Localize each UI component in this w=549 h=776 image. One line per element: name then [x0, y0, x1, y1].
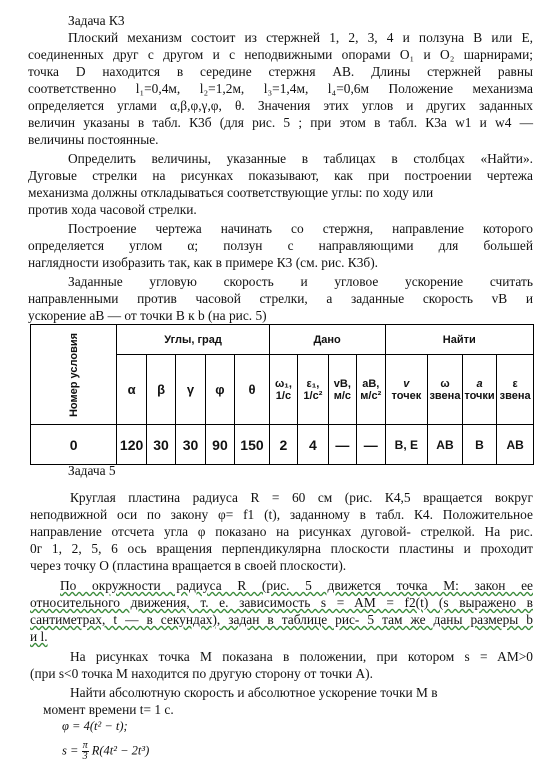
group-find-header: Найти	[385, 325, 533, 355]
col-ab-name: aB,	[362, 377, 380, 390]
col-find-omega-name: ω	[440, 377, 450, 390]
col-eps1	[298, 355, 328, 425]
formula-s-numerator: π	[82, 740, 88, 751]
col-eps1-unit: 1/c²	[303, 389, 323, 402]
cell-gamma: 30	[176, 425, 205, 465]
cell-beta: 30	[146, 425, 175, 465]
z5-p1-line2: неподвижной оси по закону φ= f1 (t), заданному в табл. К4. Положительное	[30, 507, 533, 522]
k3-p2-line3: механизма должны откладываться соответствующие углы: по ходу или	[28, 185, 434, 200]
task-5-title: Задача 5	[68, 463, 116, 478]
k3-p3-line2: определяется углом α; ползун с направляющими для большей	[28, 238, 533, 253]
data-table	[30, 324, 534, 465]
k3-p1-line4: соответственно l₁=0,4м, l₂=1,2м, l₃=1,4м, l₄=0,6м Положение механизма	[28, 81, 533, 96]
col-vb-name: vB,	[333, 377, 351, 390]
cell-num: 0	[31, 425, 117, 465]
col-beta: β	[146, 355, 175, 425]
col-find-omega-unit: звена	[429, 389, 461, 402]
col-find-a	[462, 355, 497, 425]
col-alpha: α	[117, 355, 146, 425]
col-ab-unit: м/с²	[360, 389, 382, 402]
k3-p3-line3: наглядности изобразить так, как в примере К3 (см. рис. К3б).	[28, 255, 379, 270]
col-eps1-name: ε₁,	[306, 377, 320, 390]
k3-p2-line2: Дуговые стрелки на рисунках показывают, как при построении чертежа	[28, 168, 533, 183]
row-header-cell	[31, 325, 117, 425]
task-k3-title: Задача К3	[68, 13, 125, 28]
col-find-a-unit: точки	[464, 389, 495, 402]
k3-p1-line5: определяется углами α,β,φ,γ,φ, θ. Значения этих углов и других заданных	[28, 98, 533, 113]
col-omega1	[269, 355, 297, 425]
col-gamma: γ	[176, 355, 205, 425]
cell-find-v: B, E	[385, 425, 428, 465]
k3-p4-line3: ускорение aB — от точки B к b (на рис. 5)	[28, 308, 267, 323]
cell-alpha: 120	[117, 425, 146, 465]
cell-find-omega: AB	[428, 425, 463, 465]
formula-s-fraction	[82, 741, 89, 762]
row-header-label: Номер условия	[67, 332, 80, 417]
formula-phi: φ = 4(t² − t);	[62, 719, 128, 733]
z5-p1-line5: через точку O (пластина вращается в своей плоскости).	[30, 558, 347, 573]
group-angles-header: Углы, град	[117, 325, 269, 355]
col-phi: φ	[205, 355, 234, 425]
cell-omega1: 2	[269, 425, 297, 465]
col-omega1-name: ω₁,	[275, 377, 292, 390]
z5-p1-line1: Круглая пластина радиуса R = 60 см (рис. К4,5 вращается вокруг	[70, 490, 533, 505]
k3-p1-line2: соединенных друг с другом и с неподвижными опорами O₁ и O₂ шарнирами;	[28, 47, 533, 62]
cell-eps1: 4	[298, 425, 328, 465]
col-find-v-name: v	[403, 377, 410, 390]
col-find-omega	[428, 355, 463, 425]
col-find-v	[385, 355, 428, 425]
col-theta: θ	[235, 355, 270, 425]
col-vb-unit: м/с	[333, 389, 352, 402]
z5-p1-line3: направление отсчета угла φ показано на рисунках дуговой- стрелкой. На рис.	[30, 524, 533, 539]
k3-p1-line1: Плоский механизм состоит из стержней 1, 2, 3, 4 и ползуна B или E,	[68, 30, 533, 45]
col-find-eps-unit: звена	[499, 389, 531, 402]
z5-p4-line2: момент времени t= 1 с.	[43, 702, 174, 717]
table-row	[31, 425, 534, 465]
z5-p3-line2: (при s<0 точка M находится по другую сторону от точки A).	[30, 666, 373, 681]
cell-theta: 150	[235, 425, 270, 465]
formula-s-lhs: s =	[62, 743, 79, 758]
k3-p4-line2: направленными против часовой стрелки, а заданные скорость vB и	[28, 291, 533, 306]
z5-p2-line2: относительного движения, т. е. зависимость s = AM = f2(t) (s выражено в	[30, 595, 533, 610]
col-find-eps	[497, 355, 534, 425]
k3-p2-line4: против хода часовой стрелки.	[28, 202, 197, 217]
z5-p3-line1: На рисунках точка M показана в положении, при котором s = AM>0	[70, 649, 533, 664]
z5-p2-line3: сантиметрах, t — в секундах), задан в таблице рис- 5 там же даны размеры b	[30, 612, 533, 627]
cell-phi: 90	[205, 425, 234, 465]
col-find-v-unit: точек	[391, 389, 422, 402]
formula-s-denominator: 3	[82, 751, 88, 762]
col-find-eps-name: ε	[512, 377, 518, 390]
col-ab	[357, 355, 385, 425]
z5-p2-line4: и l.	[30, 629, 48, 644]
z5-p2-line1: По окружности радиуса R (рис. 5 движется точка M: закон ее	[60, 578, 533, 593]
z5-p4-line1: Найти абсолютную скорость и абсолютное ускорение точки M в	[70, 685, 438, 700]
cell-find-eps: AB	[497, 425, 534, 465]
col-omega1-unit: 1/c	[275, 389, 292, 402]
col-find-a-name: a	[476, 377, 483, 390]
k3-p1-line3: точка D находится в середине стержня AB. Длины стержней равны	[28, 64, 533, 79]
k3-p1-line7: величины постоянные.	[28, 132, 159, 147]
k3-p2-line1: Определить величины, указанные в таблицах в столбцах «Найти».	[68, 151, 533, 166]
k3-p1-line6: величин указаны в табл. К3б (для рис. 5 ; при этом в табл. К3а w1 и w4 —	[28, 115, 533, 130]
cell-ab: —	[357, 425, 385, 465]
formula-s	[62, 741, 149, 762]
z5-p1-line4: 0г 1, 2, 5, 6 ось вращения перпендикулярна плоскости пластины и проходит	[30, 541, 533, 556]
group-given-header: Дано	[269, 325, 385, 355]
k3-p4-line1: Заданные угловую скорость и угловое ускорение считать	[68, 274, 533, 289]
formula-s-rhs: R(4t² − 2t³)	[91, 743, 150, 758]
cell-find-a: B	[462, 425, 497, 465]
cell-vb: —	[328, 425, 356, 465]
col-vb	[328, 355, 356, 425]
k3-p3-line1: Построение чертежа начинать со стержня, направление которого	[68, 221, 533, 236]
